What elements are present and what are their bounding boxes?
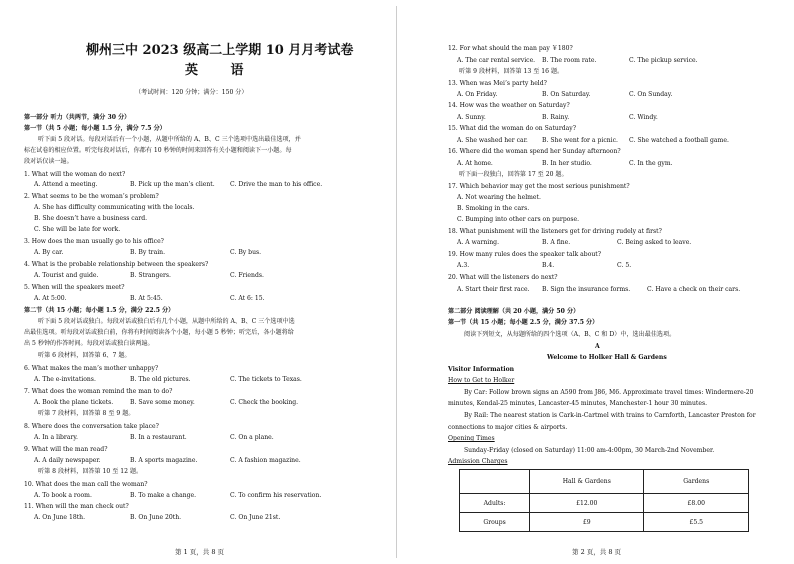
question-5: 5. When will the speakers meet? xyxy=(24,284,125,291)
section1-instruction-line: 段对话仅读一遍。 xyxy=(24,158,73,165)
option-14c: C. Windy. xyxy=(629,114,658,121)
option-20b: B. Sign the insurance forms. xyxy=(542,286,631,293)
table-cell: Adults: xyxy=(460,494,530,513)
section2-instruction-line: 出 5 秒钟的作答时间。每段对话或独白读两遍。 xyxy=(24,340,154,347)
option-20a: A. Start their first race. xyxy=(457,286,530,293)
option-17b: B. Smoking in the cars. xyxy=(457,205,530,212)
visitor-info-heading: Visitor Information xyxy=(448,366,515,373)
option-11c: C. On June 21st. xyxy=(230,514,281,521)
option-7b: B. Save some money. xyxy=(130,399,195,406)
option-13a: A. On Friday. xyxy=(457,91,498,98)
table-row xyxy=(460,513,749,532)
option-8a: A. In a library. xyxy=(34,434,78,441)
question-1: 1. What will the woman do next? xyxy=(24,171,126,178)
option-13b: B. On Saturday. xyxy=(542,91,591,98)
question-10: 10. What does the man call the woman? xyxy=(24,481,148,488)
option-7c: C. Check the booking. xyxy=(230,399,299,406)
listening-material-note: 听第 7 段材料，回答第 8 至 9 题。 xyxy=(38,410,135,417)
section1-instruction-line: 听下面 5 段对话。每段对话后有一个小题，从题中所给的 A、B、C 三个选项中选出最佳选项，并 xyxy=(38,136,301,143)
question-18: 18. What punishment will the listeners get for driving rudely at first? xyxy=(448,228,662,235)
option-12a: A. The car rental service. xyxy=(457,57,536,64)
table-header-cell: Hall & Gardens xyxy=(530,470,644,494)
option-18a: A. A warning. xyxy=(457,239,500,246)
subject-title: 英 语 xyxy=(185,63,258,78)
question-12: 12. For what should the man pay ￥180? xyxy=(448,45,573,52)
option-14b: B. Rainy. xyxy=(542,114,570,121)
question-2: 2. What seems to be the woman’s problem? xyxy=(24,193,159,200)
page-footer: 第 1 页，共 8 页 xyxy=(175,548,225,556)
option-19c: C. 5. xyxy=(617,262,632,269)
option-5b: B. At 5:45. xyxy=(130,295,163,302)
question-14: 14. How was the weather on Saturday? xyxy=(448,102,570,109)
listening-material-note: 听第 6 段材料，回答第 6、7 题。 xyxy=(38,352,131,359)
option-16c: C. In the gym. xyxy=(629,160,673,167)
by-rail-text: connections to major cities & airports. xyxy=(448,424,568,431)
question-8: 8. Where does the conversation take place? xyxy=(24,423,159,430)
option-16b: B. In her studio. xyxy=(542,160,592,167)
table-header-row xyxy=(460,470,749,494)
by-car-text: minutes, Kendal-25 minutes, Lancaster-45 minutes, Manchester-1 hour 30 minutes. xyxy=(448,400,708,407)
table-header-cell xyxy=(460,470,530,494)
option-1a: A. Attend a meeting. xyxy=(34,181,98,188)
option-2a: A. She has difficulty communicating with the locals. xyxy=(34,204,195,211)
question-7: 7. What does the woman remind the man to do? xyxy=(24,388,173,395)
section2-heading: 第二节（共 15 小题；每小题 1.5 分，满分 22.5 分） xyxy=(24,307,175,314)
question-6: 6. What makes the man’s mother unhappy? xyxy=(24,365,159,372)
option-9a: A. A daily newspaper. xyxy=(34,457,101,464)
option-12c: C. The pickup service. xyxy=(629,57,698,64)
option-3b: B. By train. xyxy=(130,249,166,256)
question-17: 17. Which behavior may get the most serious punishment? xyxy=(448,183,630,190)
option-19b: B.4. xyxy=(542,262,555,269)
page-footer: 第 2 页，共 8 页 xyxy=(572,548,622,556)
by-rail-text: By Rail: The nearest station is Cark-in-Cartmel with trains to Carnforth, Lancaster Preston for xyxy=(464,412,756,419)
section2-instruction-line: 听下面 5 段对话或独白。每段对话或独白后有几个小题，从题中所给的 A、B、C 三个选项中选 xyxy=(38,318,295,325)
question-19: 19. How many rules does the speaker talk about? xyxy=(448,251,602,258)
table-cell: £5.5 xyxy=(644,513,749,532)
option-10c: C. To confirm his reservation. xyxy=(230,492,322,499)
question-20: 20. What will the listeners do next? xyxy=(448,274,558,281)
option-5c: C. At 6: 15. xyxy=(230,295,265,302)
table-cell: Groups xyxy=(460,513,530,532)
option-15c: C. She watched a football game. xyxy=(629,137,729,144)
option-18b: B. A fine. xyxy=(542,239,571,246)
option-4a: A. Tourist and guide. xyxy=(34,272,99,279)
question-4: 4. What is the probable relationship between the speakers? xyxy=(24,261,209,268)
option-2b: B. She doesn’t have a business card. xyxy=(34,215,148,222)
option-2c: C. She will be late for work. xyxy=(34,226,121,233)
option-17a: A. Not wearing the helmet. xyxy=(457,194,541,201)
exam-info: （考试时间：120 分钟；满分：150 分） xyxy=(135,89,248,96)
option-9c: C. A fashion magazine. xyxy=(230,457,301,464)
exam-page-2 xyxy=(397,0,794,564)
option-15a: A. She washed her car. xyxy=(457,137,528,144)
option-11a: A. On June 18th. xyxy=(34,514,86,521)
section2-instruction-line: 出最佳选项。听每段对话或独白前，你将有时间阅读各个小题，每小题 5 秒钟；听完后，各小题将给 xyxy=(24,329,294,336)
passage-letter: A xyxy=(595,343,600,350)
question-15: 15. What did the woman do on Saturday? xyxy=(448,125,576,132)
option-16a: A. At home. xyxy=(457,160,493,167)
admission-table xyxy=(459,469,749,532)
option-4b: B. Strangers. xyxy=(130,272,171,279)
option-3c: C. By bus. xyxy=(230,249,262,256)
option-20c: C. Have a check on their cars. xyxy=(647,286,741,293)
option-18c: C. Being asked to leave. xyxy=(617,239,692,246)
option-1b: B. Pick up the man’s client. xyxy=(130,181,215,188)
table-cell: £12.00 xyxy=(530,494,644,513)
table-header-cell: Gardens xyxy=(644,470,749,494)
how-to-get-heading: How to Get to Holker xyxy=(448,377,515,384)
part2-section1-heading: 第一节（共 15 小题；每小题 2.5 分，满分 37.5 分） xyxy=(448,319,599,326)
option-12b: B. The room rate. xyxy=(542,57,597,64)
option-10b: B. To make a change. xyxy=(130,492,197,499)
question-16: 16. Where did the woman spend her Sunday afternoon? xyxy=(448,148,621,155)
option-3a: A. By car. xyxy=(34,249,64,256)
opening-times-text: Sunday-Friday (closed on Saturday) 11:00 am-4:00pm, 30 March-2nd November. xyxy=(464,447,715,454)
option-6a: A. The e-invitations. xyxy=(34,376,96,383)
passage-title: Welcome to Holker Hall & Gardens xyxy=(547,354,667,361)
admission-heading: Admission Charges xyxy=(448,458,508,465)
table-cell: £9 xyxy=(530,513,644,532)
option-8b: B. In a restaurant. xyxy=(130,434,187,441)
question-11: 11. When will the man check out? xyxy=(24,503,129,510)
by-car-text: By Car: Follow brown signs an A590 from J86, M6. Approximate travel times: Windermere-20 xyxy=(464,389,754,396)
option-10a: A. To book a room. xyxy=(34,492,92,499)
table-row xyxy=(460,494,749,513)
part2-instruction: 阅读下列短文，从每题所给的四个选项（A、B、C 和 D）中，选出最佳选项。 xyxy=(464,331,676,338)
section1-heading: 第一节（共 5 小题；每小题 1.5 分，满分 7.5 分） xyxy=(24,125,166,132)
listening-material-note: 听下面一段独白，回答第 17 至 20 题。 xyxy=(459,171,568,178)
option-17c: C. Bumping into other cars on purpose. xyxy=(457,216,580,223)
option-5a: A. At 5:00. xyxy=(34,295,67,302)
opening-times-heading: Opening Times xyxy=(448,435,495,442)
listening-material-note: 听第 9 段材料，回答第 13 至 16 题。 xyxy=(459,68,564,75)
exam-title: 柳州三中 2023 级高二上学期 10 月月考试卷 xyxy=(86,43,354,58)
question-9: 9. What will the man read? xyxy=(24,446,108,453)
option-4c: C. Friends. xyxy=(230,272,264,279)
option-6c: C. The tickets to Texas. xyxy=(230,376,302,383)
option-7a: A. Book the plane tickets. xyxy=(34,399,114,406)
option-19a: A.3. xyxy=(457,262,470,269)
option-6b: B. The old pictures. xyxy=(130,376,191,383)
option-9b: B. A sports magazine. xyxy=(130,457,198,464)
part1-heading: 第一部分 听力（共两节，满分 30 分） xyxy=(24,114,131,121)
option-15b: B. She went for a picnic. xyxy=(542,137,618,144)
part2-heading: 第二部分 阅读理解（共 20 小题，满分 50 分） xyxy=(448,308,580,315)
section1-instruction-line: 标在试卷的相应位置。听完每段对话后，你都有 10 秒钟的时间来回答有关小题和阅读下一小题。每 xyxy=(24,147,292,154)
option-1c: C. Drive the man to his office. xyxy=(230,181,323,188)
option-14a: A. Sunny. xyxy=(457,114,486,121)
option-11b: B. On June 20th. xyxy=(130,514,182,521)
listening-material-note: 听第 8 段材料，回答第 10 至 12 题。 xyxy=(38,468,143,475)
option-13c: C. On Sunday. xyxy=(629,91,673,98)
option-8c: C. On a plane. xyxy=(230,434,274,441)
table-cell: £8.00 xyxy=(644,494,749,513)
question-13: 13. When was Mei’s party held? xyxy=(448,80,547,87)
question-3: 3. How does the man usually go to his office? xyxy=(24,238,164,245)
